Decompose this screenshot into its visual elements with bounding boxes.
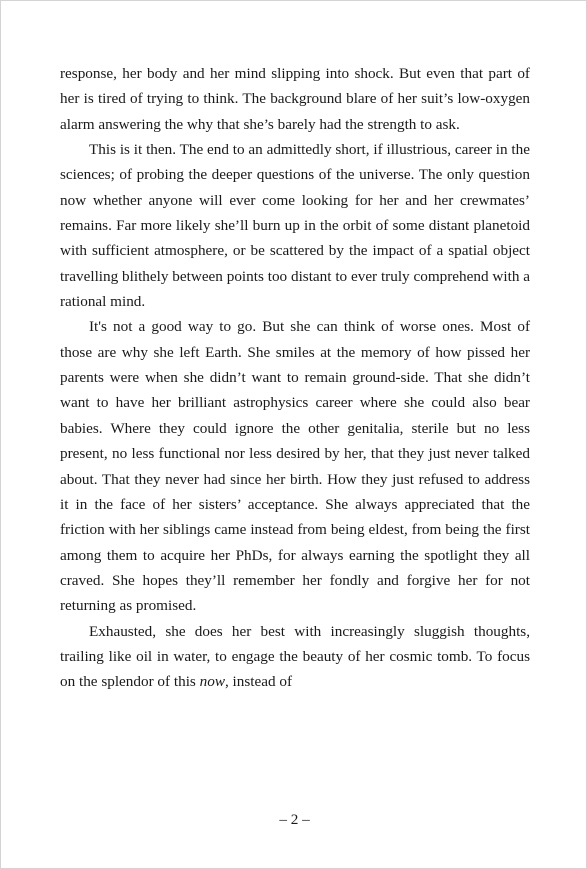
paragraph-4-text-after: , instead of [224, 673, 293, 691]
body-text [60, 61, 530, 695]
paragraph-4-emphasis: now [199, 673, 225, 691]
paragraph-2: This is it then. The end to an admittedly short, if illustrious, career in the sciences; of probing the deeper questions of the universe. The only question now whether anyone will ever come looking for her and her crewmates’ remains. Far more likely she’ll burn up in the orbit of some distant planetoid with sufficient atmosphere, or be scattered by the impact of a spatial object travelling blithely between points too distant to ever truly comprehend with a rational mind. [60, 141, 530, 311]
paragraph-4 [60, 619, 530, 695]
page-number: – 2 – [279, 811, 310, 828]
paragraph-3: It's not a good way to go. But she can think of worse ones. Most of those are why she left Earth. She smiles at the memory of how pissed her parents were when she didn’t want to remain ground-side. That she didn’t want to have her brilliant astrophysics career where she could also bear babies. Where they could ignore the other genitalia, sterile but no less present, no less functional nor less desired by her, that they just never talked about. That they never had since her birth. How they just refused to address it in the face of her sisters’ acceptance. She always appreciated that the friction with her siblings came instead from being eldest, from being the first among them to acquire her PhDs, for always earning the spotlight they all craved. She hopes they’ll remember her fondly and forgive her for not returning as promised. [60, 318, 530, 615]
paragraph-1: response, her body and her mind slipping into shock. But even that part of her is tired of trying to think. The background blare of her suit’s low-oxygen alarm answering the why that she’s barely had the strength to ask. [60, 65, 530, 133]
paragraph-4-text-before: Exhausted, she does her best with increasingly sluggish thoughts, trailing like oil in water, to engage the beauty of her cosmic tomb. To focus on the splendor of this [60, 622, 530, 691]
